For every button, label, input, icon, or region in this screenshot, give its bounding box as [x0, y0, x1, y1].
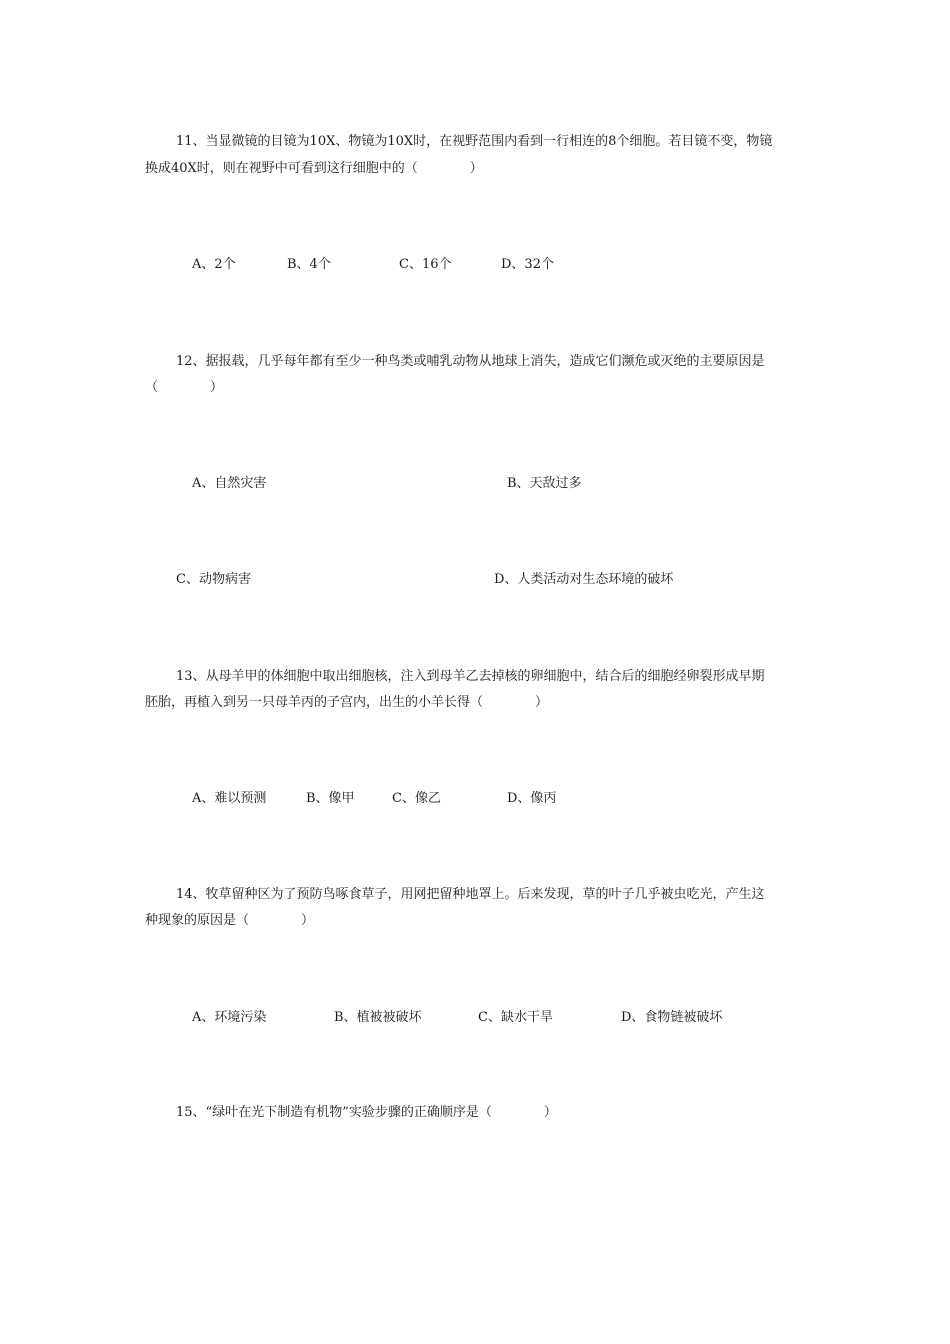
question-14-option-a: A、环境污染: [192, 1010, 267, 1025]
question-13-text-line-2: 胚胎，再植入到另一只母羊丙的子宫内，出生的小羊长得（ ）: [145, 695, 549, 710]
question-11-option-c: C、16个: [399, 257, 452, 272]
question-15-text-line-1: 15、“绿叶在光下制造有机物”实验步骤的正确顺序是（ ）: [176, 1105, 557, 1120]
question-12-option-b: B、天敌过多: [507, 476, 582, 491]
question-11-option-a: A、2个: [192, 257, 236, 272]
question-12-option-d: D、人类活动对生态环境的破坏: [494, 572, 674, 587]
question-13-option-d: D、像丙: [507, 791, 557, 806]
question-12-option-c: C、动物病害: [176, 572, 251, 587]
question-14-text-line-2: 种现象的原因是（ ）: [145, 913, 315, 928]
question-13-option-b: B、像甲: [306, 791, 355, 806]
question-13-text-line-1: 13、从母羊甲的体细胞中取出细胞核，注入到母羊乙去掉核的卵细胞中，结合后的细胞经卵裂形成早期: [176, 669, 765, 684]
question-11-text-line-2: 换成40X时，则在视野中可看到这行细胞中的（ ）: [145, 161, 483, 176]
question-12-text-line-1: 12、据报载，几乎每年都有至少一种鸟类或哺乳动物从地球上消失，造成它们濒危或灭绝的主要原因是: [176, 354, 765, 369]
question-12-option-a: A、自然灾害: [192, 476, 267, 491]
question-11-text-line-1: 11、当显微镜的目镜为10X、物镜为10X时，在视野范围内看到一行相连的8个细胞。若目镜不变，物镜: [176, 134, 773, 149]
question-13-option-c: C、像乙: [392, 791, 441, 806]
question-14-option-c: C、缺水干旱: [478, 1010, 553, 1025]
question-12-text-line-2: （ ）: [145, 380, 224, 395]
question-14-option-b: B、植被被破坏: [334, 1010, 422, 1025]
question-11-option-d: D、32个: [501, 257, 554, 272]
question-14-option-d: D、食物链被破坏: [621, 1010, 723, 1025]
question-14-text-line-1: 14、牧草留种区为了预防鸟啄食草子，用网把留种地罩上。后来发现，草的叶子几乎被虫吃光，产生这: [176, 887, 765, 902]
question-11-option-b: B、4个: [287, 257, 331, 272]
question-13-option-a: A、难以预测: [192, 791, 267, 806]
